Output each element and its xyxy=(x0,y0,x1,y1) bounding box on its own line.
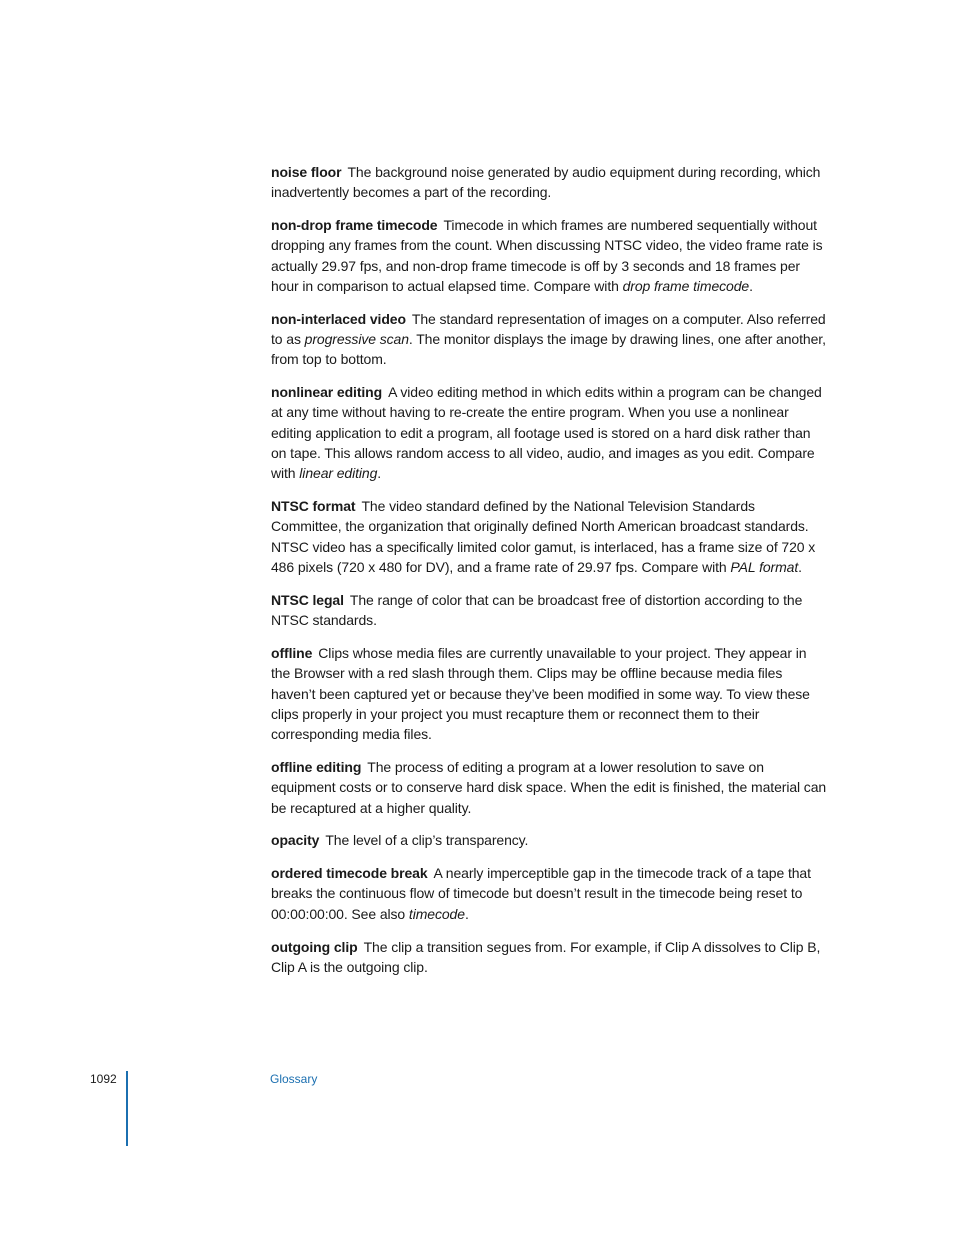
cross-reference: drop frame timecode xyxy=(622,277,750,294)
glossary-term: non-interlaced video xyxy=(271,310,406,327)
page-number: 1092 xyxy=(90,1072,117,1086)
glossary-entry xyxy=(271,643,827,744)
definition-text: A nearly imperceptible gap in the timecode track of a tape that breaks the continuous flow of timecode but doesn’t result in the timecode being reset to 00:00:00:00. See also xyxy=(271,865,811,922)
glossary-term: offline editing xyxy=(271,758,362,775)
definition-text: The range of color that can be broadcast free of distortion according to the NTSC standards. xyxy=(271,591,803,629)
glossary-entry xyxy=(271,215,827,296)
glossary-term: outgoing clip xyxy=(271,938,358,955)
glossary-definition xyxy=(271,592,802,628)
glossary-entry xyxy=(271,162,827,203)
glossary-entry xyxy=(271,309,827,370)
footer-section-link[interactable]: Glossary xyxy=(270,1072,318,1086)
glossary-term: nonlinear editing xyxy=(271,384,383,401)
definition-text: The standard representation of images on a computer. Also referred to as xyxy=(271,310,826,348)
glossary-term: ordered timecode break xyxy=(271,865,428,882)
definition-text: The video standard defined by the National Television Standards Committee, the organization that originally defined North American broadcast standards. NTSC video has a specifically limited color gamut, is interlaced, has a frame size of 720 x 486 pixels (720 x 480 for DV), and a frame rate of 29.97 fps. Compare with xyxy=(271,498,816,576)
glossary-term: opacity xyxy=(271,832,320,849)
cross-reference: progressive scan xyxy=(304,331,409,348)
glossary-definition xyxy=(271,645,810,742)
definition-text: The process of editing a program at a lower resolution to save on equipment costs or to conserve hard disk space. When the edit is finished, the material can be recaptured at a higher quality. xyxy=(271,758,827,816)
glossary-entry xyxy=(271,382,827,483)
footer-divider xyxy=(126,1071,128,1146)
definition-text: The background noise generated by audio equipment during recording, which inadvertently becomes a part of the recording. xyxy=(271,164,821,201)
glossary-entry xyxy=(271,590,827,631)
glossary-entry xyxy=(271,937,827,978)
definition-text: The level of a clip’s transparency. xyxy=(325,832,529,849)
cross-reference: timecode xyxy=(408,905,465,922)
glossary-term: noise floor xyxy=(271,164,342,180)
cross-reference: linear editing xyxy=(299,465,378,482)
glossary-entry xyxy=(271,830,827,850)
glossary-term: offline xyxy=(271,644,313,661)
glossary-term: NTSC format xyxy=(271,498,356,515)
glossary-definition xyxy=(325,832,528,848)
glossary-definition xyxy=(271,164,820,200)
definition-text: The clip a transition segues from. For example, if Clip A dissolves to Clip B, Clip A is the outgoing clip. xyxy=(271,938,821,975)
glossary-term: NTSC legal xyxy=(271,591,344,608)
definition-text: . xyxy=(464,905,469,922)
glossary-entry xyxy=(271,757,827,818)
glossary-term: non-drop frame timecode xyxy=(271,217,438,234)
definition-text: . xyxy=(749,277,753,294)
glossary-entry xyxy=(271,863,827,924)
definition-text: . xyxy=(798,559,802,576)
glossary-entry xyxy=(271,496,827,577)
definition-text: . The monitor displays the image by drawing lines, one after another, from top to bottom. xyxy=(271,331,826,368)
cross-reference: PAL format xyxy=(730,559,799,576)
definition-text: Clips whose media files are currently unavailable to your project. They appear in the Browser with a red slash through them. Clips may be offline because media files haven’t been captured yet or because they’ve been modified in some way. To view these clips properly in your project you must recapture them or reconnect them to their corresponding media files. xyxy=(271,644,810,743)
definition-text: Timecode in which frames are numbered sequentially without dropping any frames from the count. When discussing NTSC video, the video frame rate is actually 29.97 fps, and non-drop frame timecode is off by 3 seconds and 18 frames per hour in comparison to actual elapsed time. Compare with xyxy=(271,217,823,294)
definition-text: . xyxy=(377,465,382,482)
definition-text: A video editing method in which edits within a program can be changed at any time without having to re-create the entire program. When you use a nonlinear editing application to edit a program, all footage used is stored on a hard disk rather than on tape. This allows random access to all video, audio, and images as you edit. Compare with xyxy=(271,384,822,482)
glossary-entries xyxy=(271,162,827,990)
